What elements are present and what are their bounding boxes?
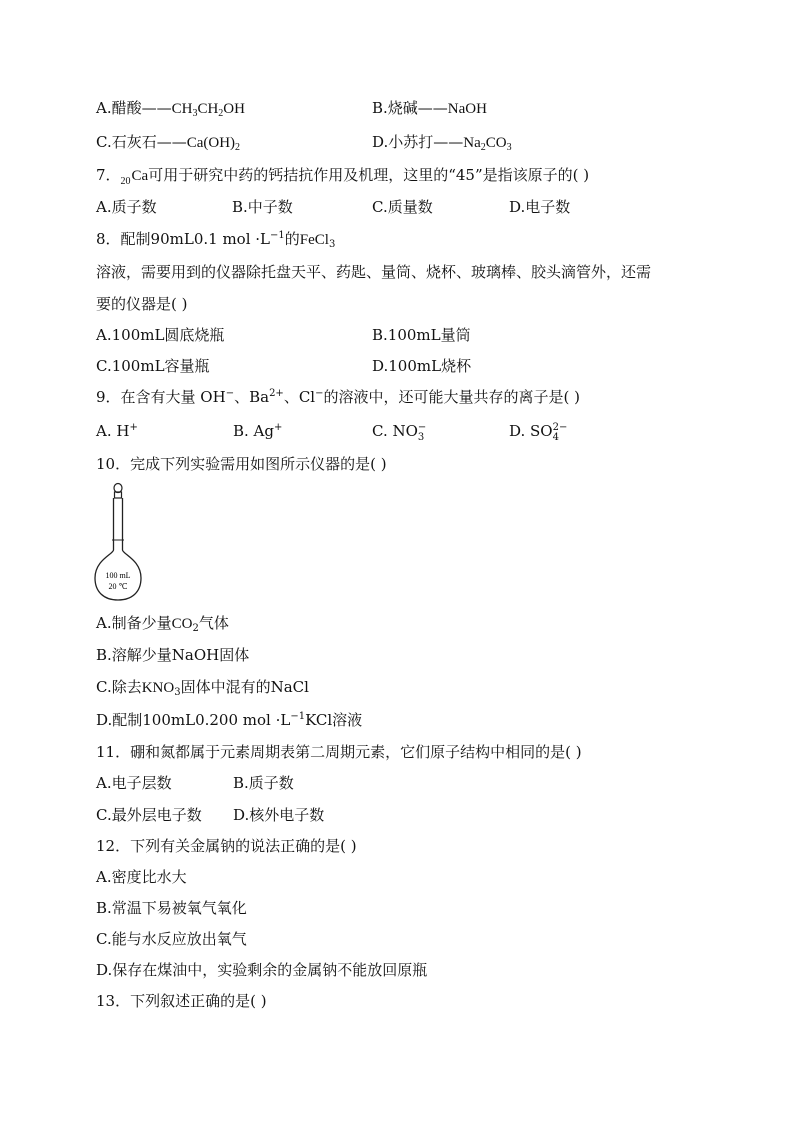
q10-option-b: B.溶解少量NaOH固体 — [96, 646, 250, 664]
q9-stem: 9．在含有大量 OH−、$Ba^{2+}$、Cl−的溶液中，还可能大量共存的离子是( ) — [96, 388, 580, 406]
q12-option-b: B.常温下易被氧气氧化 — [96, 899, 247, 917]
q9-option-b: B. Ag+ — [233, 422, 283, 440]
q6-option-d: D.小苏打$——Na_2CO_3$ — [372, 133, 512, 153]
q8-stem-line3: 要的仪器是( ) — [96, 295, 188, 313]
q9-option-a: A. H+ — [96, 422, 138, 440]
q8-option-c: C.100mL容量瓶 — [96, 357, 210, 375]
q10-option-d: D.配制100mL0.200 mol $\cdot L^{-1}KCl$溶液 — [96, 711, 363, 729]
q11-option-d: D.核外电子数 — [233, 806, 325, 824]
q9-option-d: D. SO 2− 4 — [509, 422, 568, 443]
q8-option-b: B.100mL量筒 — [372, 326, 471, 344]
volumetric-flask-icon — [92, 482, 144, 602]
q8-option-d: D.100mL烧杯 — [372, 357, 472, 375]
q10-option-a: A.制备少量$CO_2$气体 — [96, 614, 229, 634]
flask-label-temperature: 20 ℃ — [108, 582, 128, 591]
q8-stem-line2: 溶液，需要用到的仪器除托盘天平、药匙、量筒、烧杯、玻璃棒、胶头滴管外，还需 — [96, 263, 652, 281]
q11-stem: 11．硼和氮都属于元素周期表第二周期元素，它们原子结构中相同的是( ) — [96, 743, 582, 761]
formula: $Na_2CO_3$ — [463, 135, 512, 153]
q11-option-c: C.最外层电子数 — [96, 806, 202, 824]
q13-stem: 13．下列叙述正确的是( ) — [96, 992, 267, 1010]
q7-option-b: B.中子数 — [232, 198, 293, 216]
formula: $Ca(OH)_2$ — [186, 135, 241, 153]
q12-option-d: D.保存在煤油中，实验剩余的金属钠不能放回原瓶 — [96, 961, 428, 979]
q7-option-c: C.质量数 — [372, 198, 433, 216]
formula: NaOH — [447, 101, 487, 117]
q9-option-c: C. NO − 3 — [372, 422, 427, 443]
q12-option-a: A.密度比水大 — [96, 868, 187, 886]
q8-option-a: A.100mL圆底烧瓶 — [96, 326, 225, 344]
q7-option-a: A.质子数 — [96, 198, 157, 216]
q11-option-b: B.质子数 — [233, 774, 294, 792]
q6-option-b: B.烧碱——NaOH — [372, 99, 487, 117]
q11-option-a: A.电子层数 — [96, 774, 172, 792]
q12-option-c: C.能与水反应放出氧气 — [96, 930, 247, 948]
isotope-subscript: 20 — [120, 176, 131, 187]
q6-option-a: A.醋酸$——CH_3CH_2OH$ — [96, 99, 245, 119]
isotope-element: Ca — [131, 168, 149, 184]
q6-option-c: C.石灰石$——Ca(OH)_2$ — [96, 133, 241, 153]
q7-stem: 7．$_{20}$Ca可用于研究中药的钙拮抗作用及机理，这里的“45”是指该原子的( ) — [96, 166, 590, 187]
q10-stem: 10．完成下列实验需用如图所示仪器的是( ) — [96, 455, 387, 473]
flask-label-volume: 100 mL — [105, 571, 131, 580]
q12-stem: 12．下列有关金属钠的说法正确的是( ) — [96, 837, 357, 855]
formula: $CH_3CH_2OH$ — [171, 101, 245, 119]
q7-option-d: D.电子数 — [509, 198, 571, 216]
q8-stem: 8．配制90mL0.1 mol $\cdot L^{-1}$的FeCl$_3$ — [96, 230, 336, 250]
q10-option-c: C.除去$KNO_3$固体中混有的NaCl — [96, 678, 309, 698]
